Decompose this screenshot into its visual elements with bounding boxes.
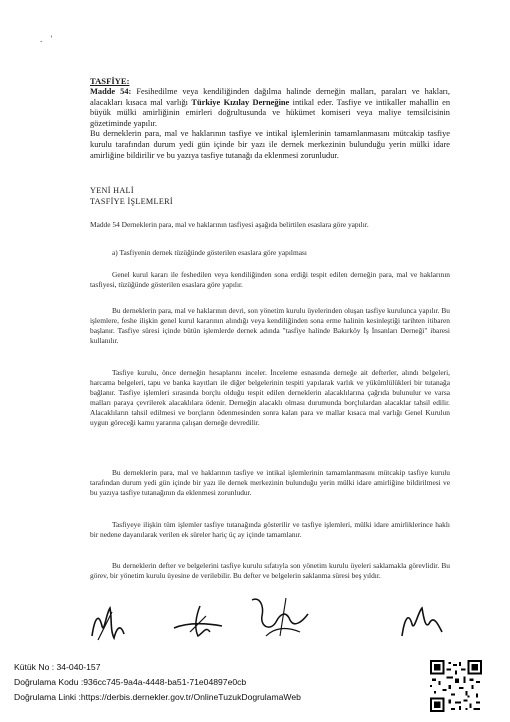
- para-4-text: Bu derneklerin para, mal ve haklarının tasfiye ve intikal işlemlerinin tamamlanmasını mütcakip tasfiye kurulu tarafından durum yedi gün içinde bir yazı ile dernek merkezinin bulunduğu yerin mülki idare amirliğine bildirilmesi ve bu yazıya tasfiye tutanağının da eklenmesi zorunludur.: [90, 468, 450, 497]
- old-article-block: [90, 87, 450, 161]
- old-article-paragraph-1: [90, 87, 450, 129]
- para-3-text: Tasfiye kurulu, önce derneğin hesaplarını inceler. İnceleme esnasında derneğe ait defterler, alındı belgeleri, harcama belgeleri, tapu ve banka kayıtları ile diğer belgelerinin tespiti yapılarak varlık ve yükümlülükleri bir tutanağa bağlanır. Tasfiye işlemleri sırasında borçlu olduğu tespit edilen derneklerin alacaklılarına çağrıda bulunulur ve varsa malları paraya çevrilerek alacaklılara ödenir. Derneğin alacaklı olması durumunda borçlulardan alacaklar tahsil edilir. Alacaklıların tahsil edilmesi ve borçların ödenmesinden sonra kalan para ve mallar kısaca mal varlığı Genel Kurulun uygun göreceği kamu yararına çalışan derneğe devredilir.: [90, 368, 450, 427]
- old-article-text-b: intikal eder. Tasfiye ve intikaller mahallin en büyük mülki amirliğinin emirleri doğrultusunda ve hükümet komiseri veya maliye temsilcisinin gözetiminde yapılır.: [90, 97, 451, 128]
- kizilay-bold: Türkiye Kızılay Derneğine: [191, 97, 290, 107]
- tasfiye-islemleri-heading: TASFİYE İŞLEMLERİ: [90, 197, 173, 206]
- header-marks: . ': [40, 34, 56, 44]
- old-article-paragraph-2: Bu derneklerin para, mal ve haklarının tasfiye ve intikal işlemlerinin tamamlanmasını mütcakip tasfiye kurulu tarafından durum yedi gün içinde bir yazı ile dernek merkezinin bulunduğu yerin mülki idare amirliğine bildirilir ve bu yazıya tasfiye tutanağı da eklenmesi zorunludur.: [90, 129, 450, 160]
- kutuk-no: Kütük No : 34-040-157: [14, 662, 101, 672]
- item-a-text: a) Tasfiyenin dernek tüzüğünde gösterilen esaslara göre yapılması: [112, 248, 307, 257]
- dogrulama-kodu: Doğrulama Kodu :936cc745-9a4a-4448-ba51-71e04897e0cb: [14, 677, 247, 687]
- para-1: [90, 270, 450, 290]
- article-label: Madde 54:: [90, 87, 132, 96]
- new-article-intro-text: Madde 54 Derneklerin para, mal ve haklarının tasfiyesi aşağıda belirtilen esaslara göre yapılır.: [90, 220, 369, 229]
- item-a: [112, 248, 442, 258]
- tasfiye-title: TASFİYE:: [90, 76, 130, 86]
- signature-1: [88, 600, 134, 644]
- para-6-text: Bu derneklerin defter ve belgelerini tasfiye kurulu sıfatıyla son yönetim kurulu üyeleri saklamakla görevlidir. Bu görev, bir yönetim kurulu üyesine de verilebilir. Bu defter ve belgelerin saklanma süresi beş yıldır.: [90, 561, 450, 580]
- para-3: [90, 368, 450, 427]
- yeni-hali-heading: YENİ HALİ: [90, 186, 134, 195]
- para-4: [90, 468, 450, 498]
- signature-4: [396, 602, 448, 642]
- para-5: [90, 520, 450, 540]
- qr-code-icon[interactable]: [430, 660, 482, 712]
- para-6: [90, 561, 450, 581]
- para-1-text: Genel kurul kararı ile feshedilen veya kendiliğinden sona erdiği tespit edilen derneğin para, mal ve haklarının tasfiyesi, tüzüğünde gösterilen esaslara göre yapılır.: [90, 270, 450, 289]
- signature-2: [170, 602, 230, 642]
- new-article-intro: [90, 220, 450, 230]
- para-2: [90, 306, 450, 346]
- signature-3: [246, 592, 326, 642]
- para-2-text: Bu derneklerin para, mal ve haklarının devri, son yönetim kurulu üyelerinden oluşan tasfiye kurulunca yapılır. Bu işlemlere, feshe ilişkin genel kurul kararının alındığı veya kendiliğinden sona erme halinin kesinleştiği tarihten itibaren başlanır. Tasfiye süresi içinde bütün işlemlerde dernek adında "tasfiye halinde Bakırköy İş İnsanları Derneği" ibaresi kullanılır.: [90, 306, 450, 345]
- old-article-text-a: Fesihedilme veya kendiliğinden dağılma halinde derneğin malları, paraları ve hakları, alacakları kısaca mal varlığı: [90, 87, 450, 107]
- dogrulama-linki[interactable]: Doğrulama Linki :https://derbis.dernekler.gov.tr/OnlineTuzukDogrulamaWeb: [14, 692, 301, 702]
- para-5-text: Tasfiyeye ilişkin tüm işlemler tasfiye tutanağında gösterilir ve tasfiye işlemleri, mülki idare amirliklerince haklı bir nedene dayanılarak verilen ek süreler hariç üç ay içinde tamamlanır.: [90, 520, 450, 539]
